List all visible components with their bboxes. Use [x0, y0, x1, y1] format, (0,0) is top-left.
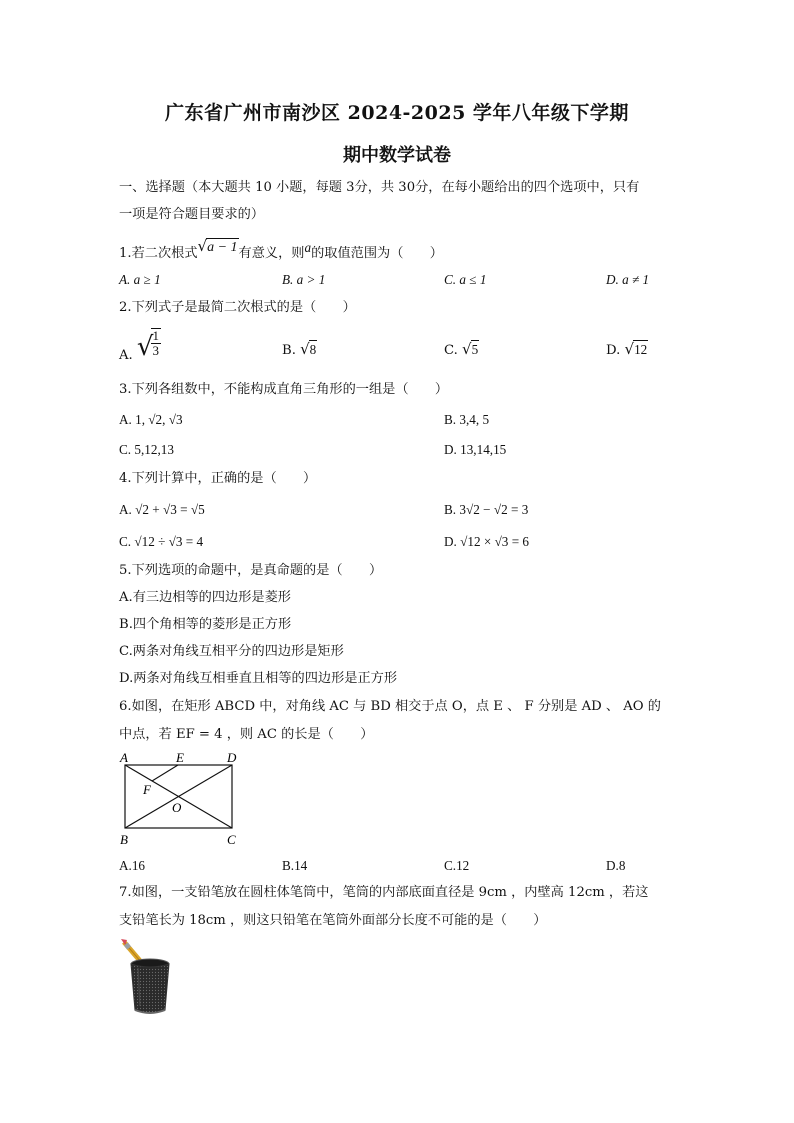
q3-option-b: B. 3,4, 5	[444, 412, 490, 427]
q3-option-c: C. 5,12,13	[119, 442, 174, 457]
section-intro-line2: 一项是符合题目要求的）	[119, 207, 265, 222]
q2-radical-d: √	[624, 340, 635, 358]
page-title: 广东省广州市南沙区 2024-2025 学年八年级下学期	[165, 102, 629, 124]
q2-option-c	[444, 340, 479, 360]
q5-option-d: D.两条对角线互相垂直且相等的四边形是正方形	[119, 671, 398, 686]
pencil-holder-image	[118, 938, 180, 1018]
q2-radicand-c: 5	[471, 342, 479, 357]
q1-option-d: D. a ≠ 1	[606, 272, 650, 287]
q2-label-c: C.	[444, 343, 458, 358]
question-7-stem-line1: 7.如图，一支铅笔放在圆柱体笔筒中，笔筒的内部底面直径是 9cm ，内壁高 12cm ，若这	[119, 885, 649, 900]
q1-radical: √a − 1	[197, 237, 238, 255]
q2-fraction: $\frac{1}{3}$	[152, 328, 159, 358]
q6-option-a: A.16	[119, 858, 146, 873]
q4-option-c: C. √12 ÷ √3 = 4	[119, 534, 204, 549]
q5-option-a: A.有三边相等的四边形是菱形	[119, 590, 291, 605]
question-7-stem-line2: 支铅笔长为 18cm ，则这只铅笔在笔筒外面部分长度不可能的是（ ）	[119, 913, 547, 928]
q1-option-b: B. a > 1	[282, 272, 326, 287]
pen-holder-icon	[131, 959, 169, 1013]
q6-option-c: C.12	[444, 858, 470, 873]
question-6-stem-line2: 中点，若 EF = 4 ，则 AC 的长是（ ）	[119, 727, 374, 742]
q2-radical-a: √	[136, 331, 154, 362]
q6-option-d: D.8	[606, 858, 626, 873]
label-f: F	[143, 782, 151, 797]
q1-stem-a: 1.若二次根式	[119, 246, 198, 261]
question-5-stem: 5.下列选项的命题中，是真命题的是（ ）	[119, 563, 383, 578]
label-a: A	[120, 750, 128, 765]
question-4-stem: 4.下列计算中，正确的是（ ）	[119, 471, 317, 486]
question-3-stem: 3.下列各组数中，不能构成直角三角形的一组是（ ）	[119, 382, 449, 397]
q2-radical-c: √	[462, 340, 472, 358]
q2-label-d: D.	[606, 343, 621, 358]
rectangle-abcd-figure	[112, 750, 252, 850]
question-1-stem	[119, 237, 443, 263]
q2-radical-b: √	[300, 340, 310, 358]
page-subtitle: 期中数学试卷	[343, 145, 451, 166]
q5-option-b: B.四个角相等的菱形是正方形	[119, 617, 292, 632]
q5-option-c: C.两条对角线互相平分的四边形是矩形	[119, 644, 344, 659]
q2-label-b: B.	[282, 343, 296, 358]
label-b: B	[120, 832, 128, 847]
q1-stem-b: 有意义，则	[238, 246, 305, 261]
q3-option-d: D. 13,14,15	[444, 442, 507, 457]
q1-var-a: a	[304, 240, 312, 255]
q2-label-a: A.	[119, 347, 133, 363]
q2-option-b	[282, 340, 317, 360]
question-6-stem-line1: 6.如图，在矩形 ABCD 中，对角线 AC 与 BD 相交于点 O，点 E 、 F 分别是 AD 、 AO 的	[119, 699, 661, 714]
label-c: C	[227, 832, 236, 847]
q3-option-a: A. 1, √2, √3	[119, 412, 183, 427]
q1-stem-c: 的取值范围为（ ）	[311, 246, 443, 261]
q1-option-a: A. a ≥ 1	[119, 272, 161, 287]
segment-ef	[152, 765, 178, 781]
label-o: O	[172, 800, 182, 815]
section-intro-line1: 一、选择题（本大题共 10 小题，每题 3分，共 30分，在每小题给出的四个选项中，只有	[119, 180, 640, 195]
q6-option-b: B.14	[282, 858, 308, 873]
q2-radicand-d: 12	[634, 342, 648, 357]
q2-option-a	[119, 328, 161, 363]
q2-radicand-b: 8	[309, 342, 317, 357]
question-2-stem: 2.下列式子是最简二次根式的是（ ）	[119, 300, 356, 315]
q2-option-d	[606, 340, 648, 360]
q4-option-b: B. 3√2 − √2 = 3	[444, 502, 529, 517]
q4-option-d: D. √12 × √3 = 6	[444, 534, 530, 549]
label-d: D	[227, 750, 237, 765]
q4-option-a: A. √2 + √3 = √5	[119, 502, 205, 517]
q1-option-c: C. a ≤ 1	[444, 272, 487, 287]
label-e: E	[176, 750, 184, 765]
